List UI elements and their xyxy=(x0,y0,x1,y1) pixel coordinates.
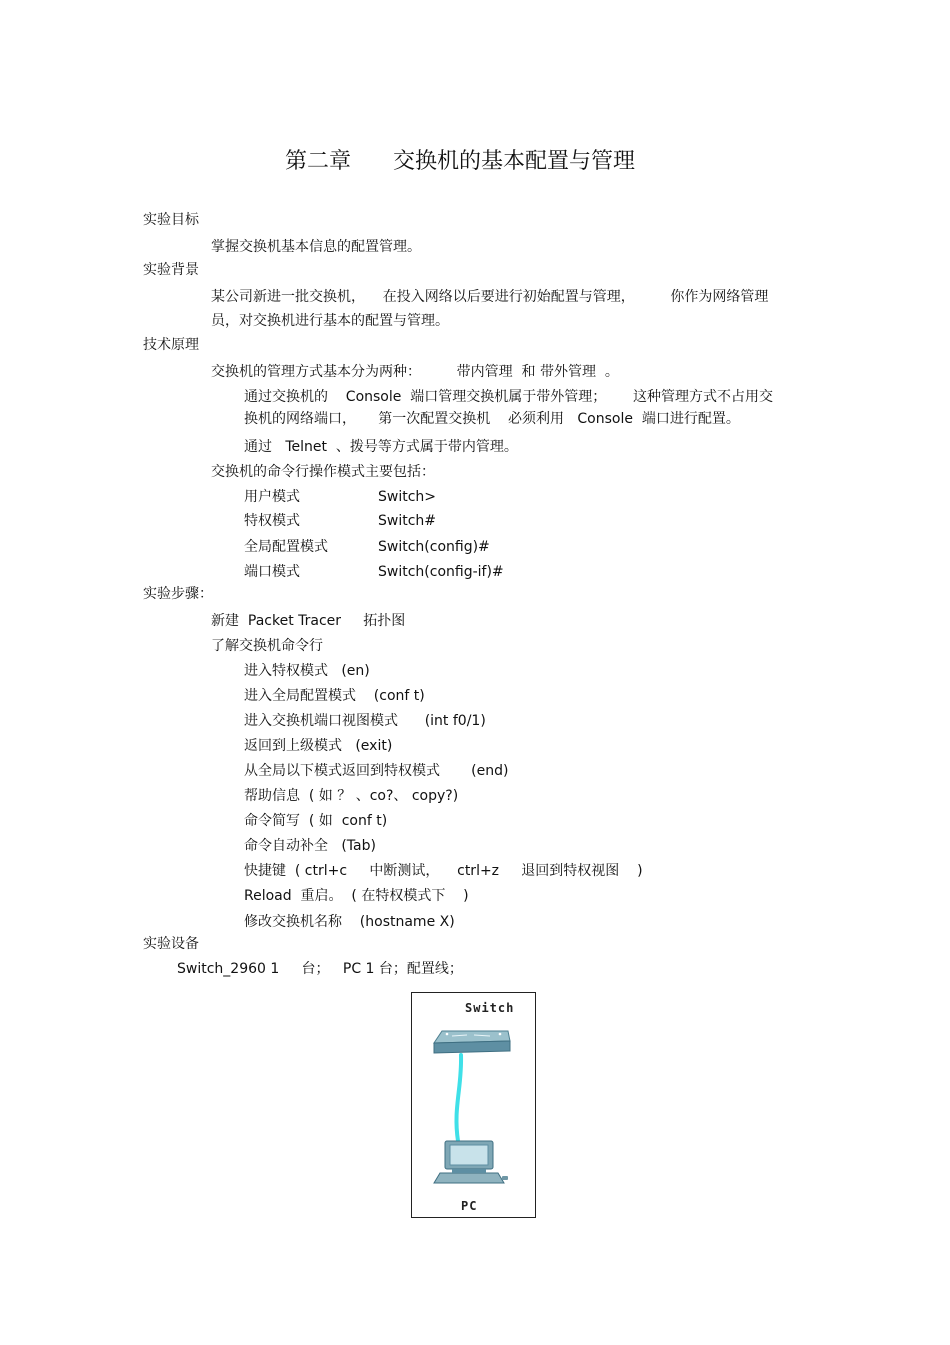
page-title: 第二章 交换机的基本配置与管理 xyxy=(285,149,635,174)
mode-name: 特权模式 xyxy=(244,513,300,529)
equipment-heading: 实验设备 xyxy=(143,936,199,952)
step-item: 进入全局配置模式 (conf t) xyxy=(244,688,425,704)
background-line-1: 某公司新进一批交换机， 在投入网络以后要进行初始配置与管理， 你作为网络管理 xyxy=(211,289,769,305)
topology-figure xyxy=(411,992,536,1218)
topology-drawing xyxy=(412,993,535,1217)
step-item: 命令自动补全 (Tab) xyxy=(244,838,376,854)
objective-text: 掌握交换机基本信息的配置管理。 xyxy=(211,239,421,255)
mode-prompt: Switch(config-if)# xyxy=(378,564,504,580)
principle-intro: 交换机的管理方式基本分为两种： 带内管理 和 带外管理 。 xyxy=(211,364,619,380)
background-heading: 实验背景 xyxy=(143,262,199,278)
step-item: 命令简写 ( 如 conf t) xyxy=(244,813,388,829)
mode-name: 用户模式 xyxy=(244,489,300,505)
mode-prompt: Switch# xyxy=(378,513,437,529)
console-cable xyxy=(456,1055,461,1141)
background-line-2: 员，对交换机进行基本的配置与管理。 xyxy=(211,313,449,329)
step-cli: 了解交换机命令行 xyxy=(211,638,323,654)
step-item: 进入交换机端口视图模式 (int f0/1) xyxy=(244,713,486,729)
step-item: 从全局以下模式返回到特权模式 (end) xyxy=(244,763,509,779)
steps-heading: 实验步骤： xyxy=(143,586,213,602)
step-item: 进入特权模式 (en) xyxy=(244,663,370,679)
mode-prompt: Switch> xyxy=(378,489,437,505)
mode-name: 端口模式 xyxy=(244,564,300,580)
step-item: 快捷键 ( ctrl+c 中断测试， ctrl+z 退回到特权视图 ) xyxy=(244,863,643,879)
step-item: 帮助信息 ( 如 ？ 、co?、 copy?) xyxy=(244,788,459,804)
principle-console-2: 换机的网络端口， 第一次配置交换机 必须利用 Console 端口进行配置。 xyxy=(244,411,740,427)
step-item: 修改交换机名称 (hostname X) xyxy=(244,914,455,930)
step-item: Reload 重启。 ( 在特权模式下 ) xyxy=(244,888,469,904)
switch-icon xyxy=(434,1031,510,1053)
step-item: 返回到上级模式 (exit) xyxy=(244,738,393,754)
pc-icon xyxy=(434,1141,508,1183)
principle-telnet: 通过 Telnet 、拨号等方式属于带内管理。 xyxy=(244,439,518,455)
modes-intro: 交换机的命令行操作模式主要包括： xyxy=(211,464,435,480)
equipment-text: Switch_2960 1 台； PC 1 台；配置线； xyxy=(177,961,463,977)
principle-console-1: 通过交换机的 Console 端口管理交换机属于带外管理； 这种管理方式不占用交 xyxy=(244,389,773,405)
pc-label: PC xyxy=(461,1199,478,1213)
objective-heading: 实验目标 xyxy=(143,212,199,228)
switch-label: Switch xyxy=(465,1001,515,1015)
mode-name: 全局配置模式 xyxy=(244,539,328,555)
step-new-topology: 新建 Packet Tracer 拓扑图 xyxy=(211,613,406,629)
mode-prompt: Switch(config)# xyxy=(378,539,490,555)
principle-heading: 技术原理 xyxy=(143,337,199,353)
